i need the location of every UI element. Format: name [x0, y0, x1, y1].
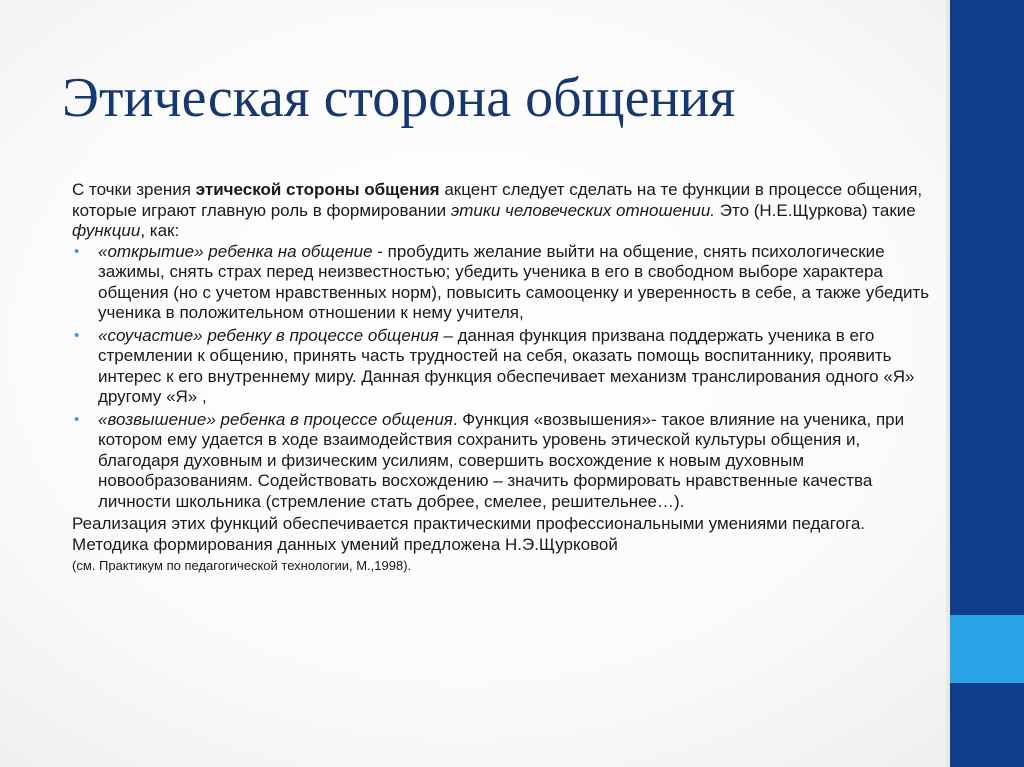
intro-text-2: акцент следует сделать на те функции в процессе общения, которые играют главную роль в формировании [72, 180, 923, 220]
list-item-term: «открытие» ребенка на общение [98, 241, 373, 261]
list-item-text: – данная функция призвана поддержать ученика в его стремлении к общению, принять часть трудностей на себя, оказать помощь воспитаннику, проявить интерес к его внутреннему миру. Данная функция обеспечивает механизм транслирования одного «Я» другому «Я» , [98, 325, 915, 406]
list-item [72, 326, 940, 408]
intro-text-4: , как: [140, 221, 180, 240]
intro-italic-2: функции [72, 221, 141, 240]
intro-italic-1: этики человеческих отношении. [450, 200, 716, 220]
list-item-text: - пробудить желание выйти на общение, снять психологические зажимы, снять страх перед неизвестностью; убедить ученика в его в свободном выборе характера общения (но с учетом нравственных норм), повысить самооценку и уверенность в себе, а также убедить ученика в положительном отношении к нему учителя, [98, 241, 930, 322]
bullet-icon: • [74, 410, 80, 428]
intro-bold: этической стороны общения [195, 180, 440, 199]
conclusion-paragraph [72, 514, 940, 576]
list-item-term: «возвышение» ребенка в процессе общения [98, 409, 453, 429]
slide-content [72, 180, 940, 576]
list-item [72, 410, 940, 513]
function-list [72, 242, 940, 513]
intro-text-3: Это (Н.Е.Щуркова) такие [715, 200, 916, 220]
intro-paragraph [72, 180, 940, 242]
source-reference: (см. Практикум по педагогической технологии, М.,1998). [72, 558, 412, 573]
sidebar-accent-block [950, 615, 1024, 683]
bullet-icon: • [74, 242, 80, 260]
bullet-icon: • [74, 326, 80, 344]
list-item-term: «соучастие» ребенку в процессе общения [98, 325, 439, 345]
slide-title: Этическая сторона общения [62, 67, 736, 129]
list-item [72, 242, 940, 324]
list-item-text: . Функция «возвышения»- такое влияние на ученика, при котором ему удается в ходе взаимодействия сохранить уровень этической культуры общения и, благодаря духовным и физическим усилиям, совершить восхождение к новым духовным новообразованиям. Содействовать восхождению – значить формировать нравственные качества личности школьника (стремление стать добрее, смелее, решительнее…). [98, 409, 905, 511]
intro-text-1: С точки зрения [72, 180, 196, 199]
conclusion-text: Реализация этих функций обеспечивается практическими профессиональными умениями педагога. Методика формирования данных умений предложена Н.Э.Щурковой [72, 514, 866, 554]
